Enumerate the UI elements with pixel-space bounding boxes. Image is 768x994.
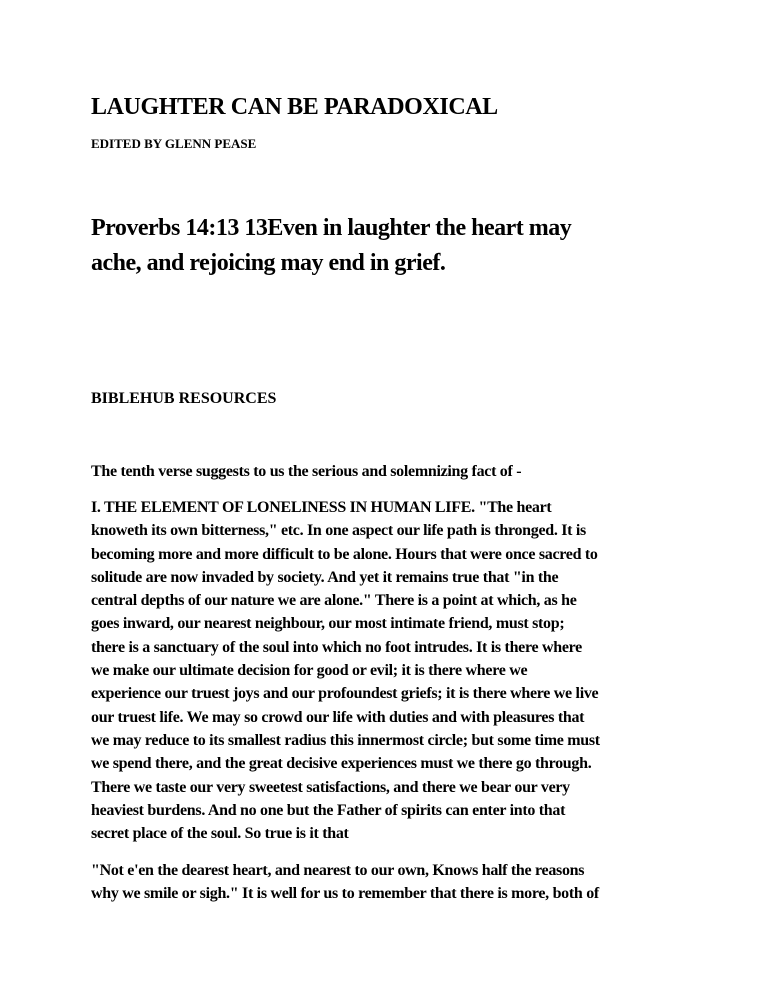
paragraph-line: heaviest burdens. And no one but the Father of spirits can enter into that bbox=[91, 801, 566, 819]
paragraph-line: there is a sanctuary of the soul into which no foot intrudes. It is there where bbox=[91, 638, 582, 656]
paragraph-line: we spend there, and the great decisive experiences must we there go through. bbox=[91, 755, 592, 773]
paragraph-line: we may reduce to its smallest radius this innermost circle; but some time must bbox=[91, 731, 600, 749]
document-title: LAUGHTER CAN BE PARADOXICAL bbox=[91, 94, 498, 120]
paragraph-line: solitude are now invaded by society. And yet it remains true that "in the bbox=[91, 568, 559, 586]
paragraph-line: goes inward, our nearest neighbour, our most intimate friend, must stop; bbox=[91, 615, 565, 633]
intro-paragraph: The tenth verse suggests to us the serious and solemnizing fact of - bbox=[91, 463, 522, 480]
paragraph-line: secret place of the soul. So true is it that bbox=[91, 825, 349, 843]
verse-line: Proverbs 14:13 13Even in laughter the heart may bbox=[91, 215, 572, 241]
paragraph-line: There we taste our very sweetest satisfactions, and there we bear our very bbox=[91, 778, 570, 796]
paragraph-line: we make our ultimate decision for good or evil; it is there where we bbox=[91, 662, 528, 680]
main-paragraph bbox=[91, 496, 681, 845]
paragraph-line: experience our truest joys and our profoundest griefs; it is there where we live bbox=[91, 685, 599, 703]
paragraph-line: our truest life. We may so crowd our life with duties and with pleasures that bbox=[91, 708, 585, 726]
section-heading: BIBLEHUB RESOURCES bbox=[91, 390, 277, 407]
verse-line: ache, and rejoicing may end in grief. bbox=[91, 250, 446, 276]
paragraph-line: knoweth its own bitterness," etc. In one aspect our life path is thronged. It is bbox=[91, 522, 586, 540]
scripture-verse bbox=[91, 211, 691, 281]
paragraph-line: becoming more and more difficult to be alone. Hours that were once sacred to bbox=[91, 545, 598, 563]
paragraph-line: central depths of our nature we are alone." There is a point at which, as he bbox=[91, 592, 577, 610]
paragraph-line: "Not e'en the dearest heart, and nearest to our own, Knows half the reasons bbox=[91, 862, 585, 879]
document-byline: EDITED BY GLENN PEASE bbox=[91, 136, 257, 151]
paragraph-line: why we smile or sigh." It is well for us to remember that there is more, both of bbox=[91, 885, 599, 903]
paragraph-line: I. THE ELEMENT OF LONELINESS IN HUMAN LIFE. "The heart bbox=[91, 499, 552, 516]
quote-paragraph bbox=[91, 859, 681, 906]
